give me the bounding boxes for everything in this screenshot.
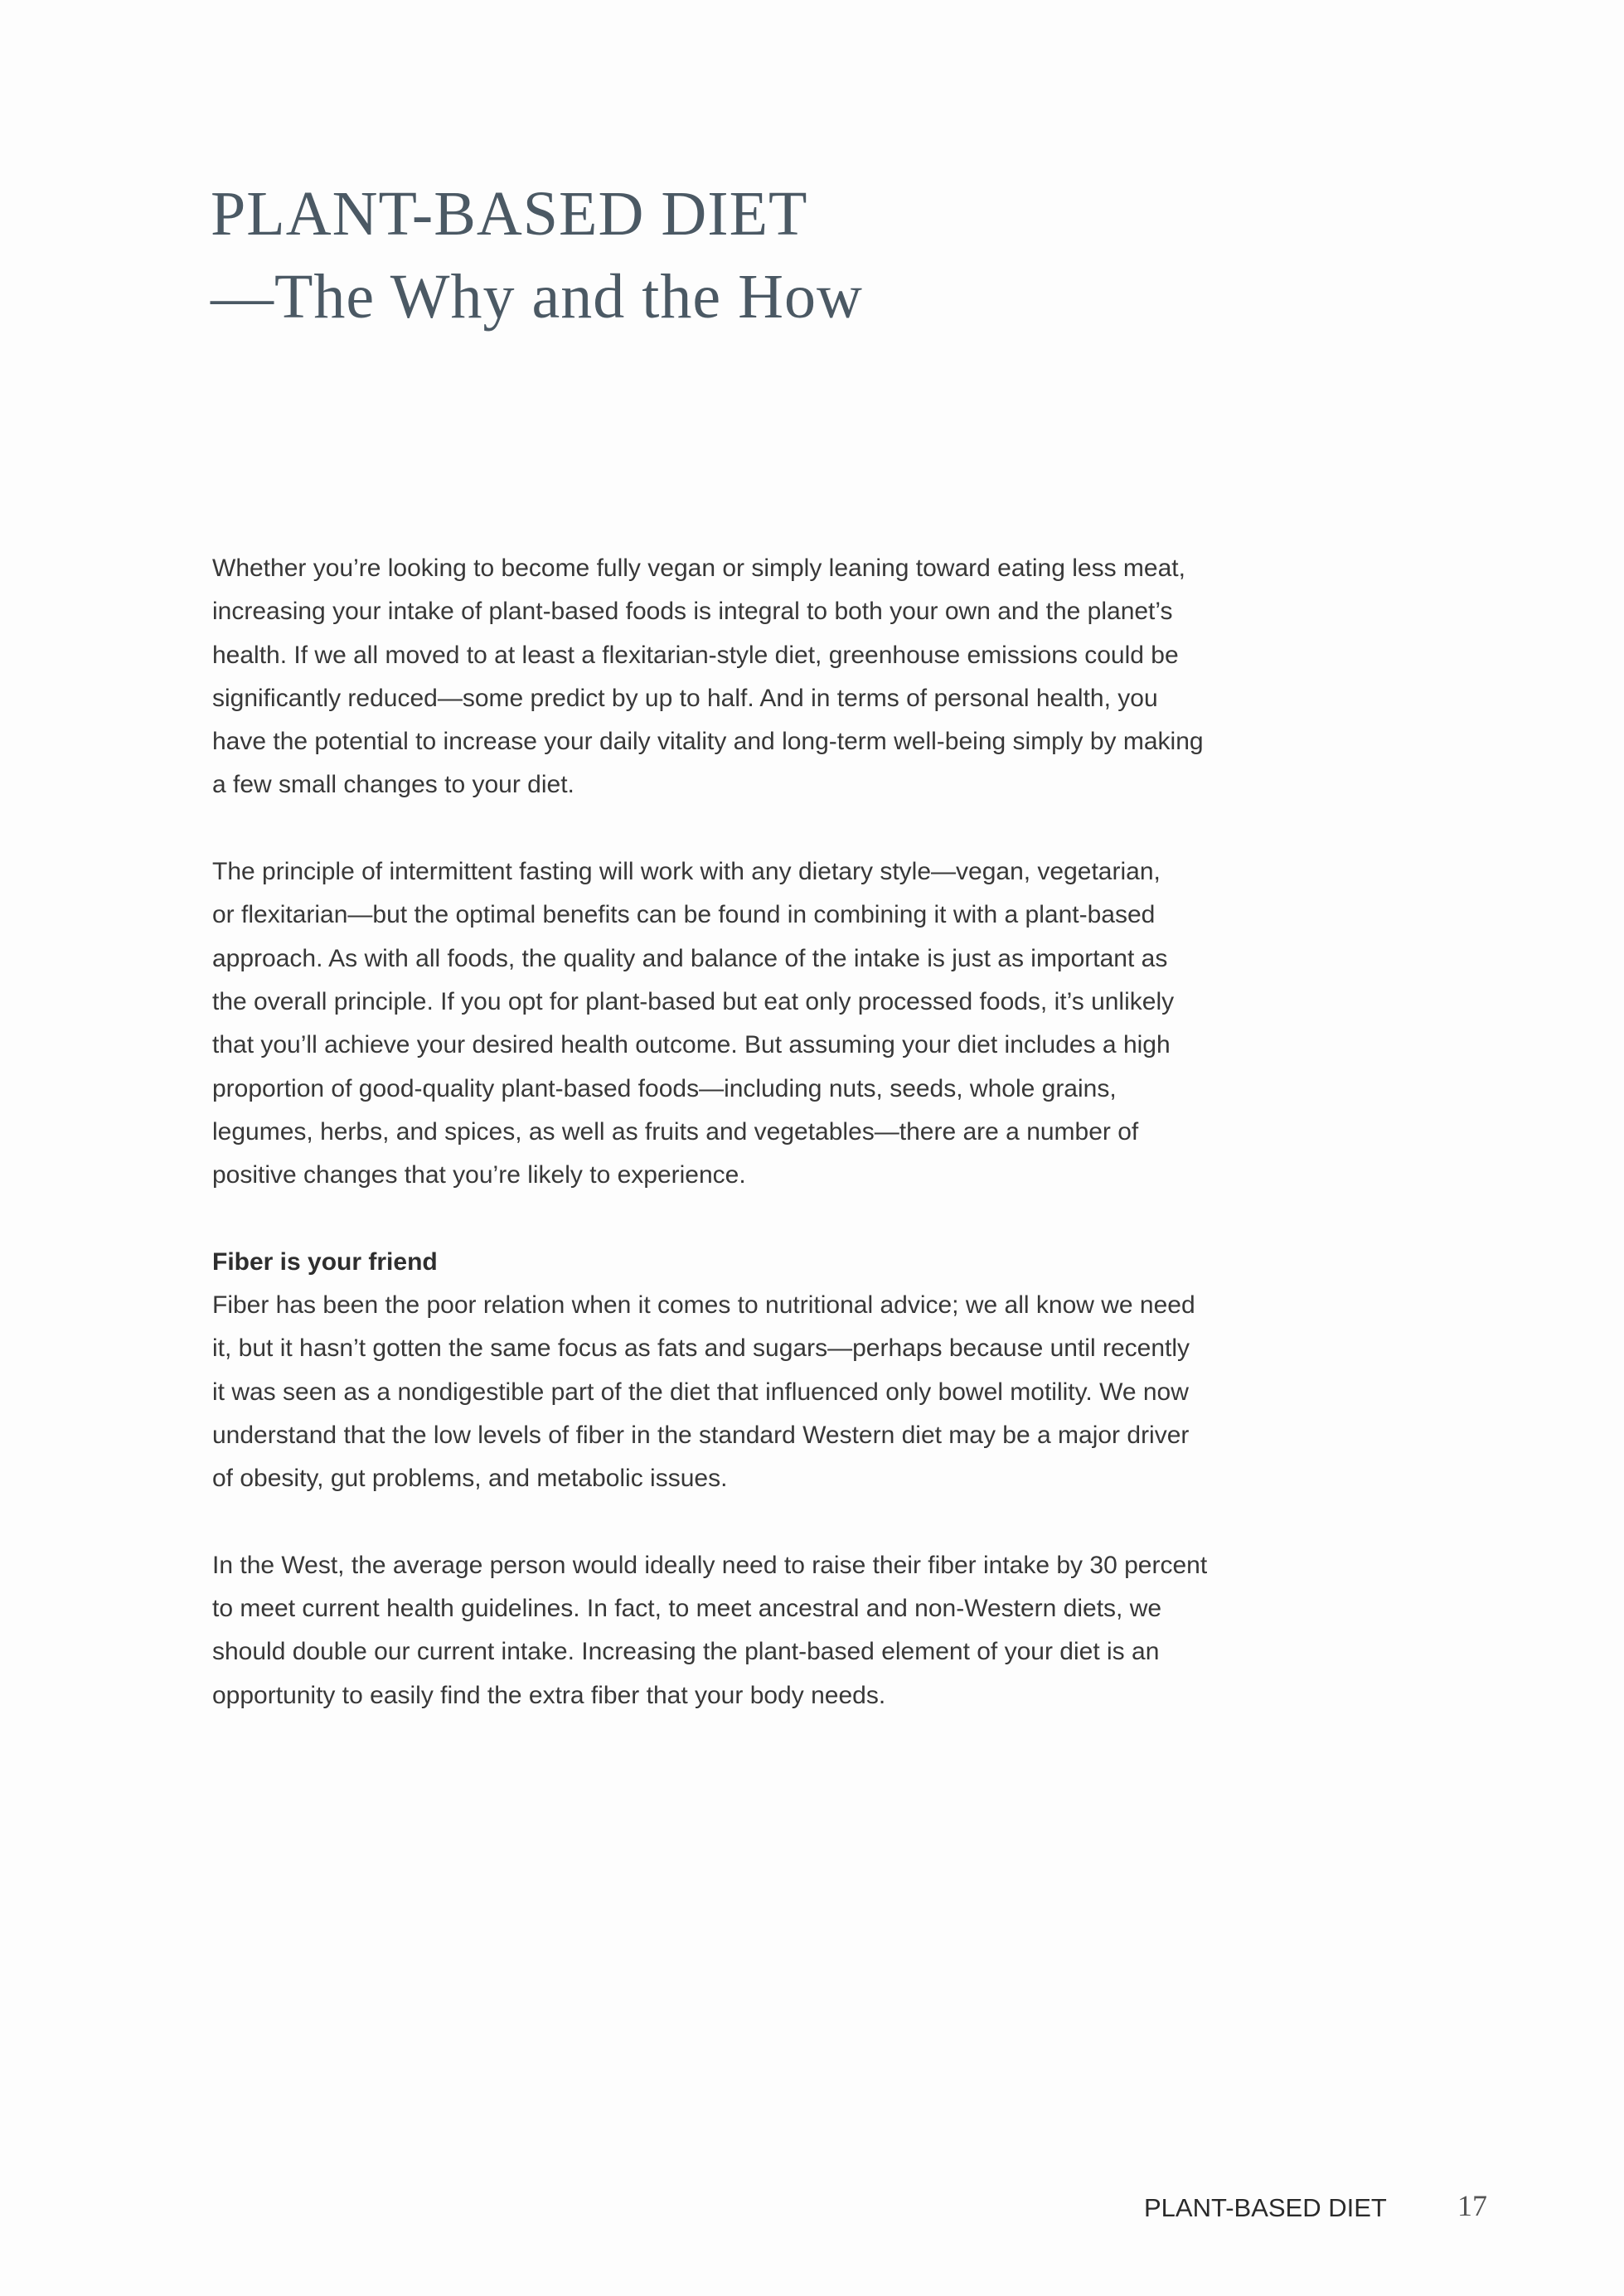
text-line: of obesity, gut problems, and metabolic issues. [212,1465,728,1493]
text-line: understand that the low levels of fiber in the standard Western diet may be a major driver [212,1421,1190,1449]
text-line: have the potential to increase your daily vitality and long-term well-being simply by making [212,728,1204,756]
section-heading: Fiber is your friend [212,1247,438,1276]
text-line: The principle of intermittent fasting will work with any dietary style—vegan, vegetarian, [212,858,1161,886]
running-head: PLANT-BASED DIET [1144,2193,1387,2222]
text-line: legumes, herbs, and spices, as well as fruits and vegetables—there are a number of [212,1117,1139,1146]
text-line: the overall principle. If you opt for plant-based but eat only processed foods, it’s unlikely [212,987,1175,1015]
text-line: a few small changes to your diet. [212,771,574,799]
paragraph [212,1544,1414,1717]
text-line: it was seen as a nondigestible part of the diet that influenced only bowel motility. We now [212,1378,1189,1406]
text-line: significantly reduced—some predict by up to half. And in terms of personal health, you [212,684,1158,712]
body-text [212,547,1414,1761]
page-number: 17 [1457,2189,1487,2222]
title-line-2: —The Why and the How [211,262,863,332]
text-line: increasing your intake of plant-based foods is integral to both your own and the planet’s [212,598,1173,626]
text-line: health. If we all moved to at least a flexitarian-style diet, greenhouse emissions could be [212,641,1179,669]
text-line: it, but it hasn’t gotten the same focus as fats and sugars—perhaps because until recently [212,1334,1190,1363]
text-line: In the West, the average person would ideally need to raise their fiber intake by 30 percent [212,1551,1208,1579]
text-line: that you’ll achieve your desired health outcome. But assuming your diet includes a high [212,1031,1171,1059]
paragraph [212,1241,1414,1501]
paragraph [212,547,1414,807]
text-line: Whether you’re looking to become fully vegan or simply leaning toward eating less meat, [212,555,1185,582]
title-line-1: PLANT-BASED DIET [211,179,808,249]
text-line: should double our current intake. Increasing the plant-based element of your diet is an [212,1638,1160,1666]
text-line: or flexitarian—but the optimal benefits can be found in combining it with a plant-based [212,901,1156,929]
text-line: positive changes that you’re likely to experience. [212,1161,746,1189]
paragraph [212,850,1414,1197]
text-line: proportion of good-quality plant-based foods—including nuts, seeds, whole grains, [212,1074,1117,1102]
page-title [211,172,863,338]
text-line: opportunity to easily find the extra fiber that your body needs. [212,1681,886,1709]
text-line: Fiber has been the poor relation when it comes to nutritional advice; we all know we need [212,1291,1195,1320]
text-line: approach. As with all foods, the quality and balance of the intake is just as important as [212,944,1168,972]
text-line: to meet current health guidelines. In fact, to meet ancestral and non-Western diets, we [212,1595,1162,1623]
